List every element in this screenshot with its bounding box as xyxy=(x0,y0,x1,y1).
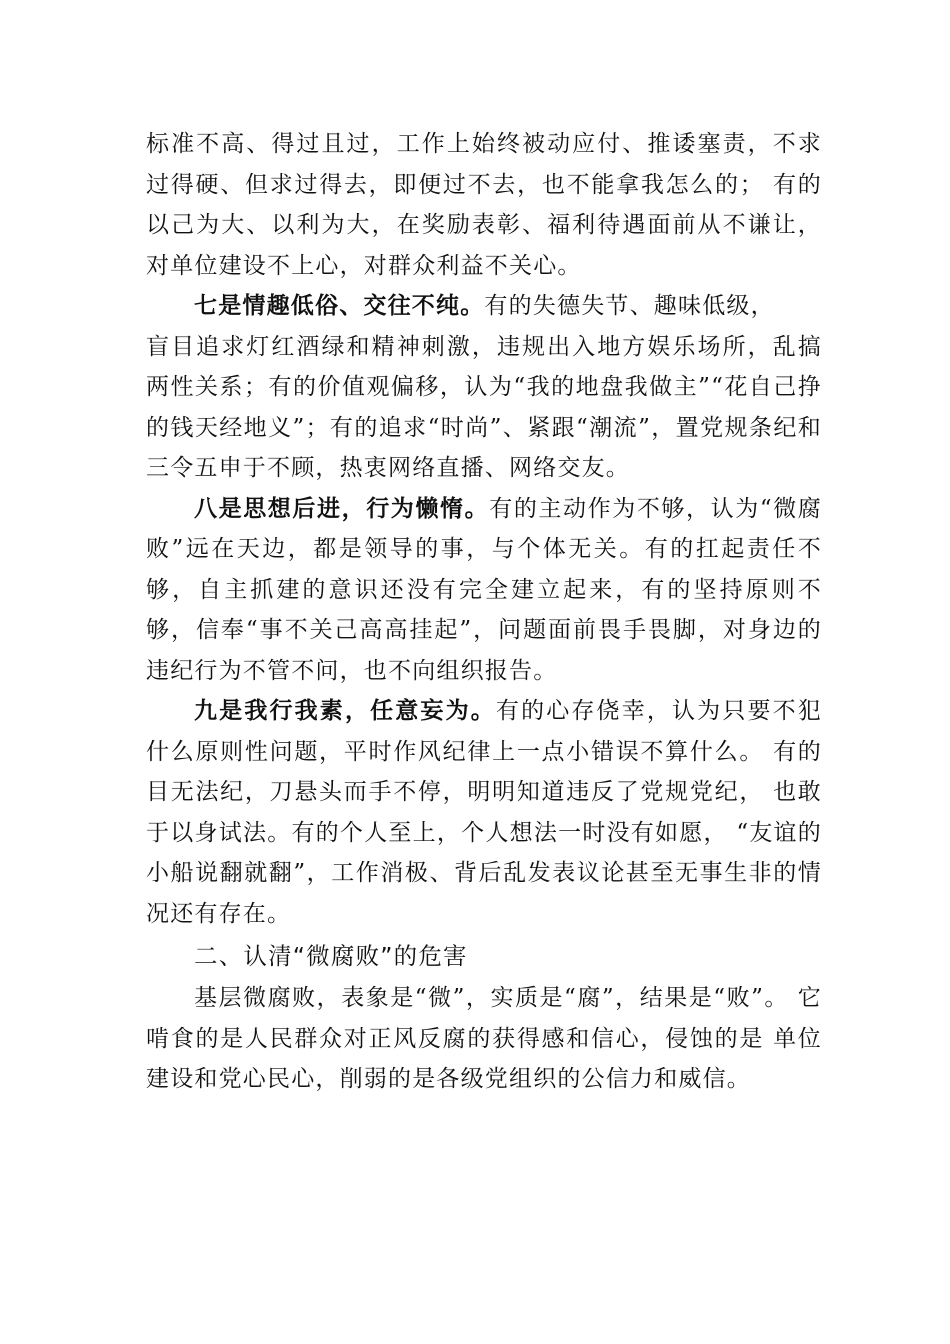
paragraph-text: 有的失德失节、趣味低级， 盲目追求灯红酒绿和精神刺激，违规出入地方娱乐场所，乱搞两性关系；有的价值观偏移，认为“我的地盘我做主”“花自己挣的钱天经地义”；有的追求“时尚”、紧跟“潮流”，置党规条纪和三令五申于不顾，热衷网络直播、网络交友。 xyxy=(146,293,822,481)
closing-paragraph: 基层微腐败，表象是“微”，实质是“腐”，结果是“败”。 它啃食的是人民群众对正风反腐的获得感和信心，侵蚀的是 单位建设和党心民心，削弱的是各级党组织的公信力和威信。 xyxy=(146,985,822,1092)
paragraph-nine xyxy=(146,691,822,934)
section-heading: 二、认清“微腐败”的危害 xyxy=(194,942,468,970)
paragraph-text: 有的心存侥幸，认为只要不犯什么原则性问题，平时作风纪律上一点小错误不算什么。 有的目无法纪，刀悬头而手不停，明明知道违反了党规党纪， 也敢于以身试法。有的个人至上，个人想法一时没有如愿， “友谊的小船说翻就翻”，工作消极、背后乱发表议论甚至无事生非的情况还有存在。 xyxy=(146,698,822,927)
paragraph-lead: 八是思想后进，行为懒惰。 xyxy=(194,495,490,522)
paragraph-eight xyxy=(146,489,822,692)
paragraph-text: 有的主动作为不够，认为“微腐败”远在天边，都是领导的事，与个体无关。有的扛起责任不够，自主抓建的意识还没有完全建立起来，有的坚持原则不够，信奉“事不关己高高挂起”，问题面前畏手畏脚，对身边的违纪行为不管不问，也不向组织报告。 xyxy=(146,495,822,684)
paragraph-text: 标准不高、得过且过，工作上始终被动应付、推诿塞责，不求过得硬、但求过得去，即便过不去，也不能拿我怎么的； 有的以己为大、以利为大，在奖励表彰、福利待遇面前从不谦让，对单位建设不上心，对群众利益不关心。 xyxy=(146,131,822,279)
paragraph-lead: 九是我行我素，任意妄为。 xyxy=(194,698,496,724)
paragraph-seven xyxy=(146,286,822,489)
document-body xyxy=(146,124,822,1100)
paragraph-lead: 七是情趣低俗、交往不纯。 xyxy=(194,293,485,319)
paragraph-continuation xyxy=(146,124,822,286)
